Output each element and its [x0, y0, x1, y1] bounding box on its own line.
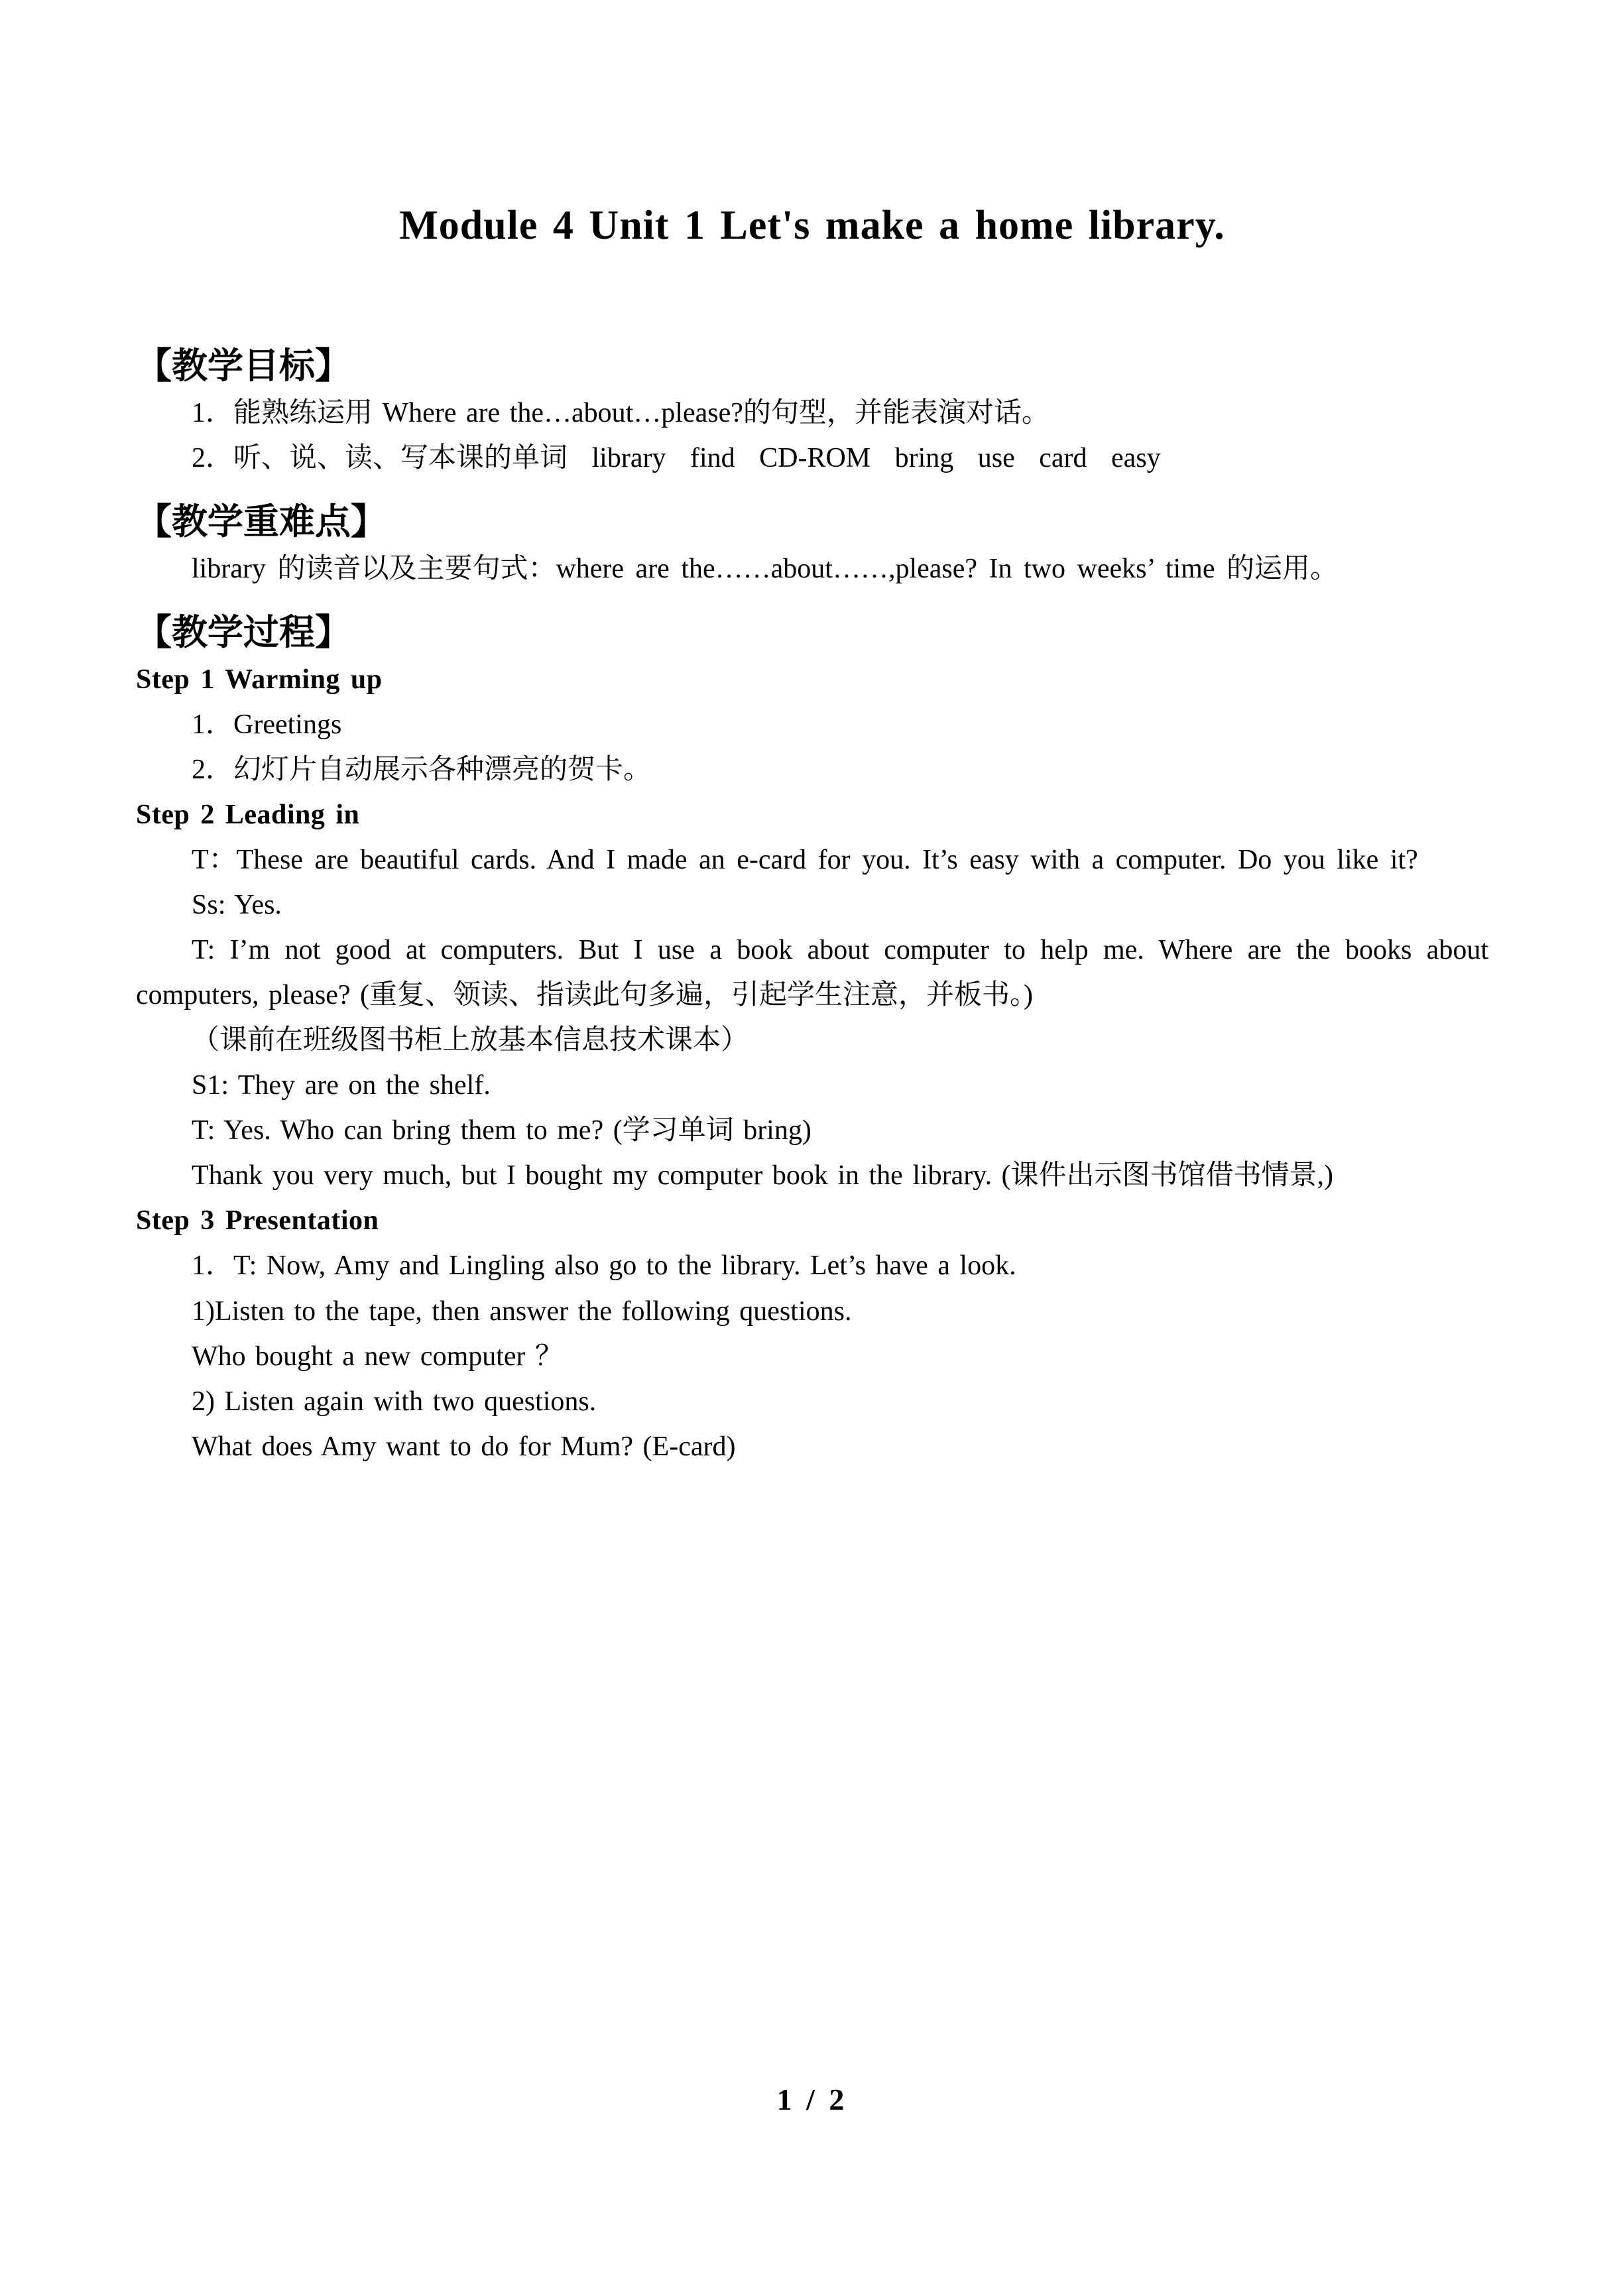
step-1-line-2: 2．幻灯片自动展示各种漂亮的贺卡。: [192, 755, 652, 786]
step-1-line-1: 1．Greetings: [192, 709, 342, 741]
step-3-line-3: Who bought a new computer ？: [192, 1341, 564, 1372]
section-heading-process: 【教学过程】: [136, 613, 351, 653]
step-heading-2: Step 2 Leading in: [136, 800, 360, 831]
step-2-line-2: Ss: Yes.: [192, 890, 282, 921]
step-3-line-5: What does Amy want to do for Mum? (E-card): [192, 1431, 736, 1462]
objective-item-1: 1．能熟练运用 Where are the…about…please?的句型，并能表演对话。: [192, 398, 1050, 429]
step-2-line-6: T: Yes. Who can bring them to me? (学习单词 bring): [192, 1115, 812, 1146]
step-heading-3: Step 3 Presentation: [136, 1205, 379, 1237]
objective-item-2: 2．听、说、读、写本课的单词 library find CD-ROM bring use card easy: [192, 443, 1161, 474]
section-heading-key-difficulties: 【教学重难点】: [136, 502, 387, 542]
step-heading-1: Step 1 Warming up: [136, 664, 383, 695]
step-2-line-3: T: I’m not good at computers. But I use a book about computer to help me. Where are the books about computers, please? (重复、领读、指读此句多遍，引起学生注意，并板书。): [136, 935, 1488, 1011]
page-content: [136, 0, 1488, 1469]
key-difficulties-body: library 的读音以及主要句式：where are the……about……,please? In two weeks’ time 的运用。: [192, 554, 1338, 585]
step-3-line-1: 1．T: Now, Amy and Lingling also go to the library. Let’s have a look.: [192, 1250, 1016, 1282]
step-3-line-2: 1)Listen to the tape, then answer the following questions.: [192, 1296, 852, 1327]
step-3-line-4: 2) Listen again with two questions.: [192, 1386, 597, 1417]
step-2-line-4: （课前在班级图书柜上放基本信息技术课本）: [192, 1025, 749, 1056]
section-heading-objectives: 【教学目标】: [136, 346, 351, 387]
step-2-line-7: Thank you very much, but I bought my computer book in the library. (课件出示图书馆借书情景,): [192, 1160, 1334, 1191]
step-2-line-5: S1: They are on the shelf.: [192, 1070, 491, 1101]
page-title: Module 4 Unit 1 Let's make a home library.: [399, 203, 1225, 248]
step-2-line-1: T：These are beautiful cards. And I made an e-card for you. It’s easy with a computer. Do you like it?: [192, 845, 1418, 876]
page-number: 1 / 2: [776, 2083, 847, 2116]
